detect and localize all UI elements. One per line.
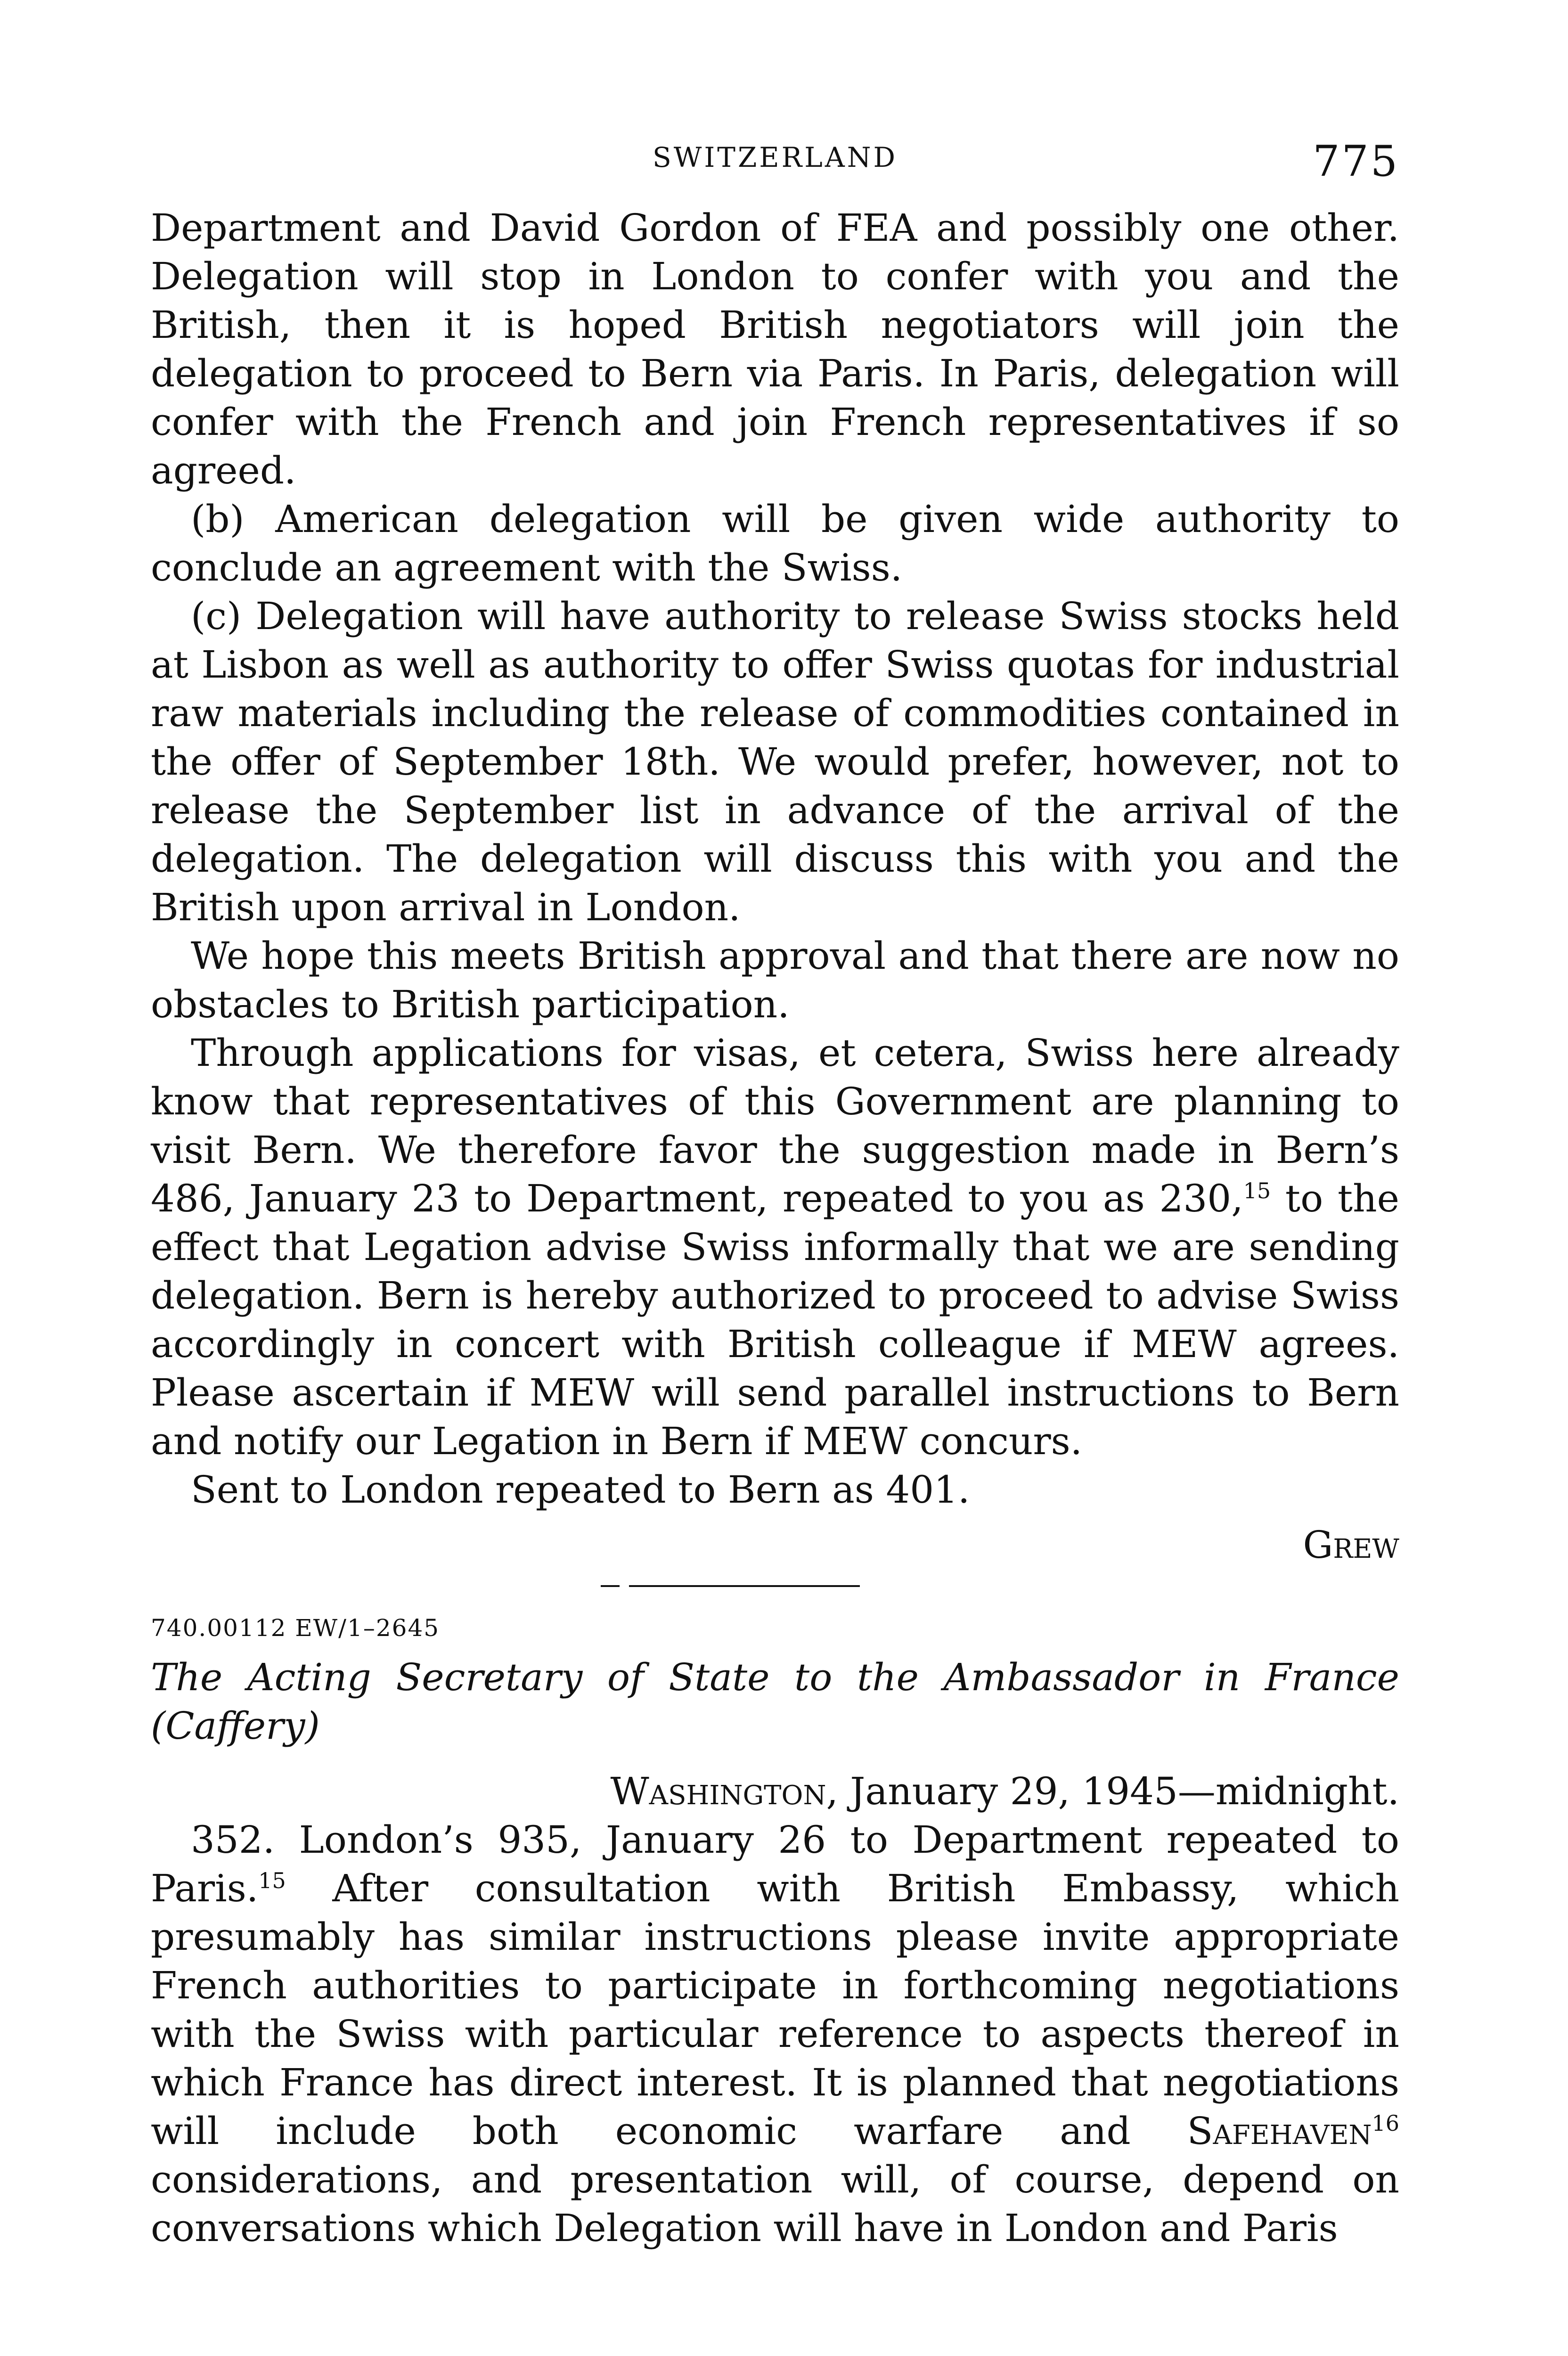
dateline-date: , January 29, 1945—midnight.	[826, 1769, 1399, 1813]
text-run: 352. London’s 935, January 26 to Department repeated to Paris.	[151, 1818, 1399, 1910]
dateline-place: Washington	[610, 1769, 826, 1813]
code-name: Safehaven	[1187, 2109, 1372, 2153]
signature: Grew	[1303, 1523, 1399, 1567]
paragraph: (b) American delegation will be given wide authority to conclude an agreement with the Swiss.	[151, 497, 1399, 589]
body-text	[151, 204, 1399, 2252]
text-run: to the effect that Legation advise Swiss informally that we are sending delegation. Bern is hereby authorized to proceed to advise Swiss accordingly in concert with British colleague if MEW agrees. Please ascertain if MEW will send parallel instructions to Bern and notify our Legation in Bern if MEW concurs.	[151, 1177, 1399, 1463]
paragraph	[151, 1816, 1399, 2252]
running-head: SWITZERLAND	[653, 141, 898, 173]
paragraph: Sent to London repeated to Bern as 401.	[191, 1468, 970, 1512]
page-number: 775	[1313, 137, 1399, 186]
paragraph: We hope this meets British approval and that there are now no obstacles to British participation.	[151, 934, 1399, 1026]
dateline	[151, 1767, 1399, 1816]
page-header	[151, 137, 1399, 188]
text-run: considerations, and presentation will, of course, depend on conversations which Delegation will have in London and Paris	[151, 2158, 1399, 2250]
footnote-reference: 16	[1372, 2111, 1399, 2136]
divider-rule	[629, 1585, 860, 1587]
footnote-reference: 15	[1243, 1178, 1271, 1203]
paragraph: (c) Delegation will have authority to release Swiss stocks held at Lisbon as well as authority to offer Swiss quotas for industrial raw materials including the release of commodities contained in the offer of September 18th. We would prefer, however, not to release the September list in advance of the arrival of the delegation. The delegation will discuss this with you and the British upon arrival in London.	[151, 594, 1399, 929]
divider-dash	[601, 1585, 620, 1587]
section-divider	[151, 1569, 1399, 1602]
text-run: After consultation with British Embassy, which presumably has similar instructions please invite appropriate French authorities to participate in forthcoming negotiations with the Swiss with particular reference to aspects thereof in which France has direct interest. It is planned that negotiations will include both economic warfare and	[151, 1866, 1399, 2153]
footnote-reference: 15	[258, 1868, 286, 1893]
paragraph: Department and David Gordon of FEA and possibly one other. Delegation will stop in London to confer with you and the British, then it is hoped British negotiators will join the delegation to proceed to Bern via Paris. In Paris, delegation will confer with the French and join French representatives if so agreed.	[151, 206, 1399, 492]
text-run: Through applications for visas, et cetera, Swiss here already know that representatives of this Government are planning to visit Bern. We therefore favor the suggestion made in Bern’s 486, January 23 to Department, repeated to you as 230,	[151, 1031, 1399, 1220]
file-reference: 740.00112 EW/1–2645	[151, 1614, 440, 1642]
paragraph	[151, 1029, 1399, 1465]
document-title: The Acting Secretary of State to the Ambassador in France (Caffery)	[151, 1655, 1399, 1748]
